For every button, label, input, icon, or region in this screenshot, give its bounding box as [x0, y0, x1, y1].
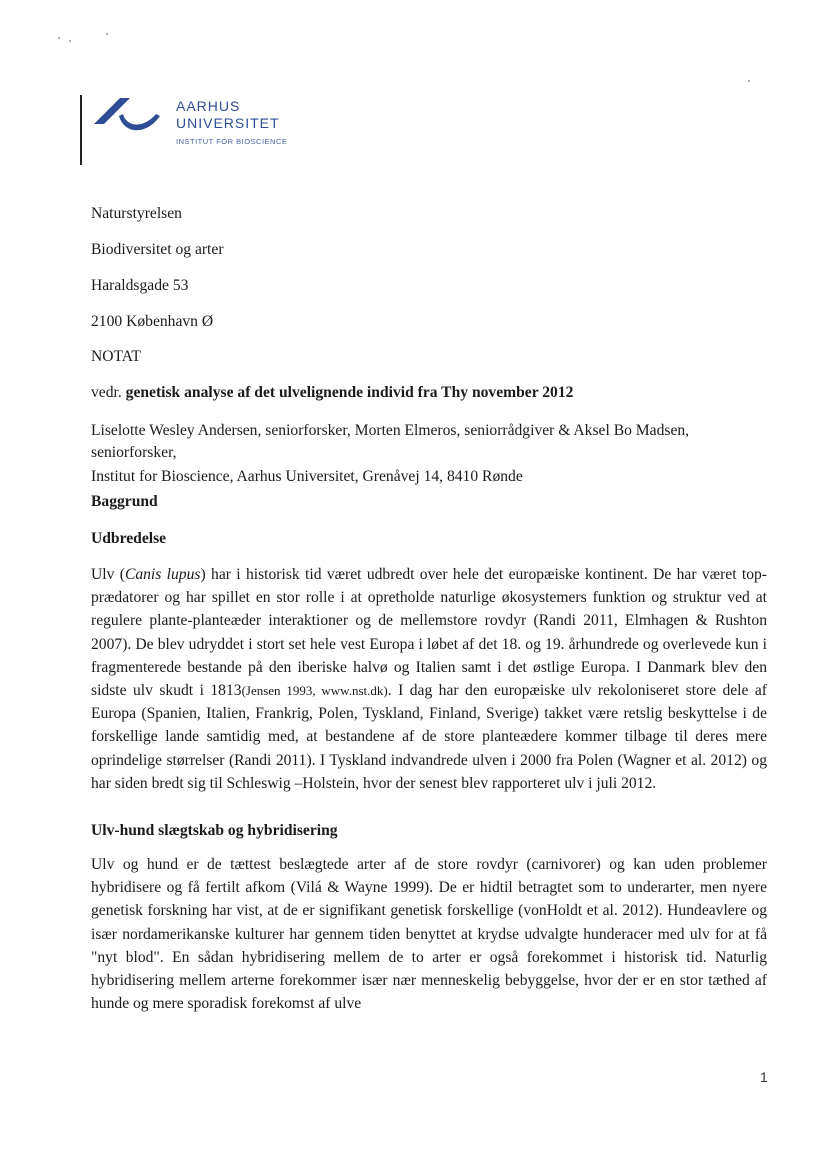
department: Biodiversitet og arter: [91, 241, 224, 258]
recipient: Naturstyrelsen: [91, 205, 182, 222]
paragraph-ulv-hund: Ulv og hund er de tættest beslægtede arter af de store rovdyr (carnivorer) og kan uden problemer hybridisere og få fertilt afkom (Vilá & Wayne 1999). De er hidtil betragtet som to underarter, men nyere genetisk forskning har vist, at de er signifikant genetisk forskellige (vonHoldt et al. 2012). Hundeavlere og især nordamerikanske kulturer har gennem tiden benyttet at krydse udvalgte hunderacer med ulv for at få "nyt blod". En sådan hybridisering mellem de to arter er også forekommet i historisk tid. Naturlig hybridisering mellem arterne forekommer især nær menneskelig bebyggelse, hvor der er en stor tæthed af hunde og mere sporadisk forekomst af ulve: [91, 856, 767, 1013]
scan-speck: [58, 37, 60, 39]
aarhus-university-logo-icon: [90, 94, 170, 134]
species-name: Canis lupus: [124, 566, 201, 583]
heading-udbredelse: Udbredelse: [91, 530, 167, 547]
subject-line: [91, 381, 573, 404]
page-number: 1: [760, 1069, 768, 1085]
logo-line-3: INSTITUT FOR BIOSCIENCE: [176, 137, 288, 146]
scan-speck: [748, 80, 750, 82]
institution: Institut for Bioscience, Aarhus Universitet, Grenåvej 14, 8410 Rønde: [91, 468, 523, 485]
heading-baggrund: Baggrund: [91, 493, 158, 510]
subject-text: genetisk analyse af det ulvelignende individ fra Thy november 2012: [125, 384, 574, 401]
authors-line-1: Liselotte Wesley Andersen, seniorforsker, Morten Elmeros, seniorrådgiver & Aksel Bo Madsen,: [91, 422, 690, 439]
scan-speck: [69, 40, 71, 42]
notat-label: NOTAT: [91, 348, 141, 365]
city: 2100 København Ø: [91, 313, 214, 330]
scan-speck: [106, 33, 108, 35]
heading-ulv-hund: Ulv-hund slægtskab og hybridisering: [91, 822, 338, 839]
para1-lead: Ulv (: [91, 566, 125, 583]
logo-line-2: UNIVERSITET: [176, 115, 280, 131]
para1-body-b: . I dag har den europæiske ulv rekoloniseret store dele af Europa (Spanien, Italien, Frankrig, Polen, Tyskland, Finland, Sverige) takket være retslig beskyttelse i de forskellige lande samtidig med, at bestandene af de store planteædere kommer tilbage til deres mere oprindelige størrelser (Randi 2011). I Tyskland indvandrede ulven i 2000 fra Polen (Wagner et al. 2012) og har siden bredt sig til Schleswig –Holstein, hvor der senest blev rapporteret ulv i juli 2012.: [91, 682, 768, 792]
para1-citation: (Jensen 1993, www.nst.dk): [241, 683, 388, 699]
logo-line-1: AARHUS: [176, 98, 241, 114]
logo-wordmark: [176, 98, 287, 146]
street: Haraldsgade 53: [91, 277, 189, 294]
para1-body-a: ) har i historisk tid været udbredt over hele det europæiske kontinent. De har været top-prædatorer og har spillet en stor rolle i at opretholde naturlige økosystemers funktion og struktur ved at regulere plante-planteæder interaktioner og de mellemstore rovdyr (Randi 2011, Elmhagen & Rushton 2007). De blev udryddet i stort set hele vest Europa i løbet af det 18. og 19. århundrede og overlevede kun i fragmenterede bestande på den iberiske halvø og Italien samt i det østlige Europa. I Danmark blev den sidste ulv skudt i 1813: [91, 566, 767, 700]
logo-divider: [80, 95, 82, 165]
paragraph-udbredelse: [91, 563, 767, 795]
subject-prefix: vedr.: [91, 384, 126, 401]
authors-line-2: seniorforsker,: [91, 444, 177, 461]
